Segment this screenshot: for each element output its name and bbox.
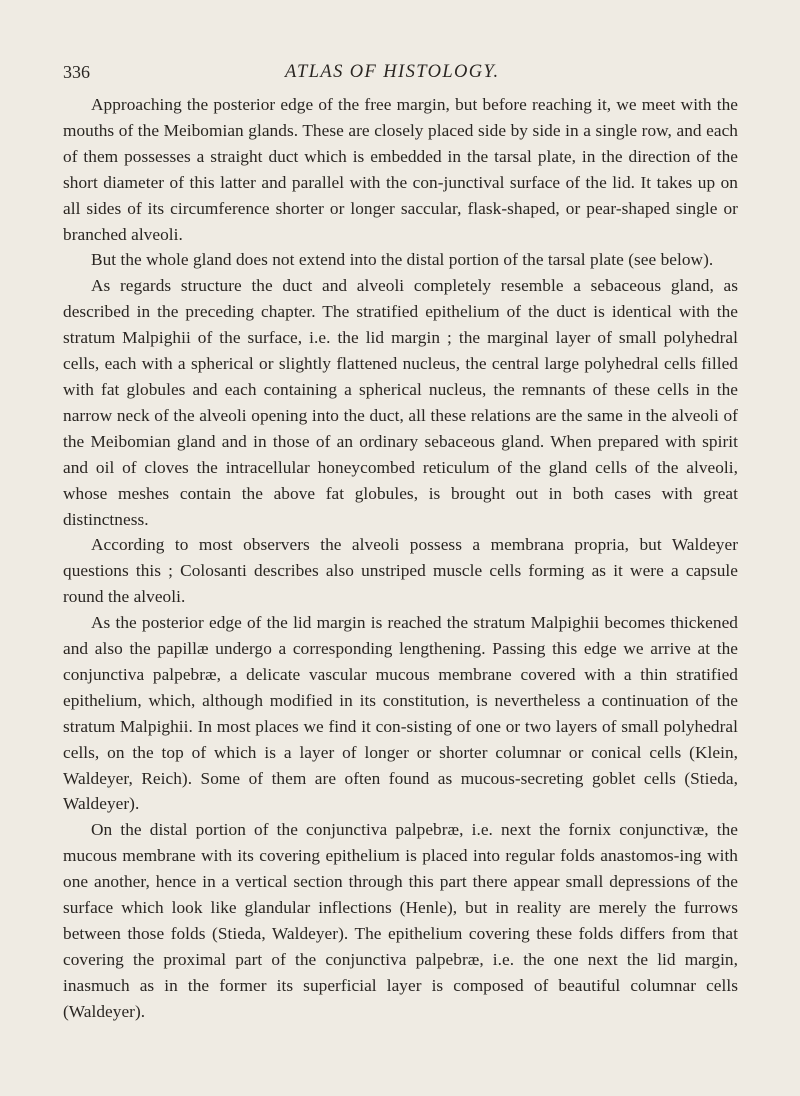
- paragraph-membrana-propria: According to most observers the alveoli possess a membrana propria, but Waldeyer questions this ; Colosanti describes also unstriped muscle cells forming as it were a capsule round the alveoli.: [63, 535, 738, 607]
- paragraph-conjunctiva-palpebrae: As the posterior edge of the lid margin is reached the stratum Malpighii becomes thickened and also the papillæ undergo a corresponding lengthening. Passing this edge we arrive at the conjunctiva palpebræ, a delicate vascular mucous membrane covered with a thin stratified epithelium, which, although modified in its constitution, is nevertheless a continuation of the stratum Malpighii. In most places we find it con-sisting of one or two layers of small polyhedral cells, on the top of which is a layer of longer or shorter columnar or conical cells (Klein, Waldeyer, Reich). Some of them are often found as mucous-secreting goblet cells (Stieda, Waldeyer).: [63, 613, 738, 814]
- running-title: ATLAS OF HISTOLOGY.: [285, 62, 500, 82]
- body-text: [63, 92, 738, 1025]
- paragraph-distal-portion: But the whole gland does not extend into the distal portion of the tarsal plate (see below).: [91, 250, 714, 270]
- paragraph-structure: As regards structure the duct and alveoli completely resemble a sebaceous gland, as described in the preceding chapter. The stratified epithelium of the duct is identical with the stratum Malpighii of the surface, i.e. the lid margin ; the marginal layer of small polyhedral cells, each with a spherical or slightly flattened nucleus, the central large polyhedral cells filled with fat globules and each containing a spherical nucleus, the remnants of these cells in the narrow neck of the alveoli opening into the duct, all these relations are the same in the alveoli of the Meibomian gland and in those of an ordinary sebaceous gland. When prepared with spirit and oil of cloves the intracellular honeycombed reticulum of the gland cells of the alveoli, whose meshes contain the above fat globules, is brought out in both cases with great distinctness.: [63, 276, 738, 529]
- page-number: 336: [63, 62, 90, 82]
- paragraph-distal-conjunctiva: On the distal portion of the conjunctiva palpebræ, i.e. next the fornix conjunctivæ, the mucous membrane with its covering epithelium is placed into regular folds anastomos-ing with one another, hence in a vertical section through this part there appear small depressions of the surface which look like glandular inflections (Henle), but in reality are merely the furrows between those folds (Stieda, Waldeyer). The epithelium covering these folds differs from that covering the proximal part of the conjunctiva palpebræ, i.e. the one next the lid margin, inasmuch as in the former its superficial layer is composed of beautiful columnar cells (Waldeyer).: [63, 820, 738, 1021]
- paragraph-meibomian-glands: Approaching the posterior edge of the free margin, but before reaching it, we meet with the mouths of the Meibomian glands. These are closely placed side by side in a single row, and each of them possesses a straight duct which is embedded in the tarsal plate, in the direction of the short diameter of this latter and parallel with the con-junctival surface of the lid. It takes up on all sides of its circumference shorter or longer saccular, flask-shaped, or pear-shaped single or branched alveoli.: [63, 95, 738, 244]
- page-header: [63, 62, 738, 90]
